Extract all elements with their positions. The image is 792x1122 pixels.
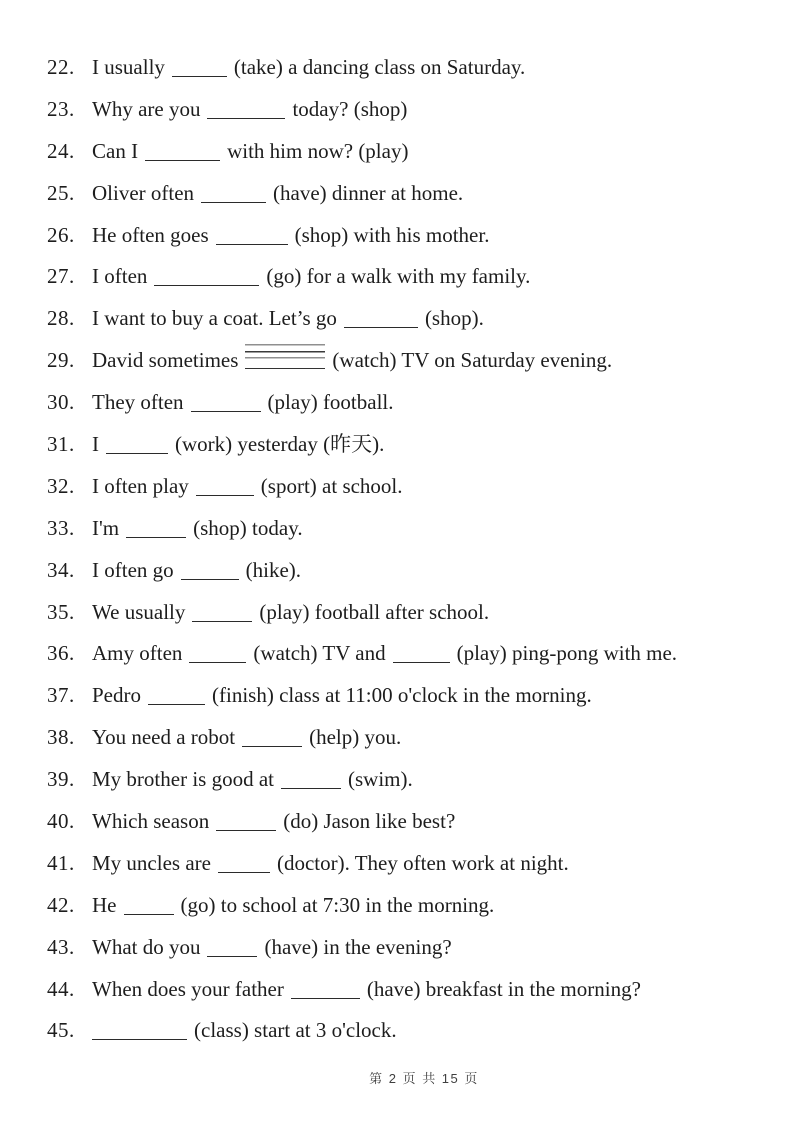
item-text: (work) yesterday (昨天). bbox=[175, 432, 385, 457]
item-number: 36. bbox=[47, 641, 75, 666]
question-item bbox=[47, 969, 762, 1011]
item-text: They often bbox=[92, 390, 184, 415]
answer-blank bbox=[148, 692, 205, 705]
item-text: (doctor). They often work at night. bbox=[276, 850, 569, 875]
question-item bbox=[47, 173, 762, 215]
item-number: 43. bbox=[47, 934, 75, 959]
answer-blank bbox=[191, 399, 261, 412]
item-text: David sometimes bbox=[92, 348, 239, 373]
question-item bbox=[47, 801, 762, 843]
item-number: 22. bbox=[47, 55, 75, 79]
item-text: (swim). bbox=[347, 767, 413, 792]
item-text: (shop). bbox=[424, 306, 484, 331]
item-text: Can I bbox=[92, 138, 139, 163]
item-text: My brother is good at bbox=[92, 767, 274, 792]
answer-blank bbox=[196, 483, 254, 496]
item-text: Amy often bbox=[92, 641, 183, 666]
question-item bbox=[47, 843, 762, 885]
item-number: 42. bbox=[47, 892, 75, 917]
item-number: 38. bbox=[47, 725, 75, 750]
item-number: 27. bbox=[47, 264, 75, 289]
item-text: He bbox=[92, 892, 117, 917]
question-item bbox=[47, 215, 762, 257]
item-text: (play) ping-pong with me. bbox=[456, 641, 678, 666]
answer-blank bbox=[291, 986, 360, 999]
item-number: 44. bbox=[47, 976, 75, 1001]
question-item bbox=[47, 885, 762, 927]
item-text: Why are you bbox=[92, 96, 201, 121]
question-item bbox=[47, 633, 762, 675]
question-item bbox=[47, 927, 762, 969]
item-text: (have) in the evening? bbox=[264, 934, 452, 959]
question-item bbox=[47, 256, 762, 298]
question-item bbox=[47, 675, 762, 717]
item-text: I often play bbox=[92, 473, 189, 498]
item-text: I usually bbox=[92, 55, 165, 79]
item-text: (have) dinner at home. bbox=[273, 180, 464, 205]
question-item bbox=[47, 131, 762, 173]
answer-blank bbox=[92, 1027, 187, 1040]
item-text: (finish) class at 11:00 o'clock in the morning. bbox=[212, 683, 592, 708]
item-text: today? (shop) bbox=[292, 96, 408, 121]
item-text: (watch) TV and bbox=[253, 641, 386, 666]
item-number: 45. bbox=[47, 1018, 75, 1043]
question-item bbox=[47, 717, 762, 759]
item-text: I want to buy a coat. Let’s go bbox=[92, 306, 337, 331]
item-text: What do you bbox=[92, 934, 201, 959]
page-number-text: 第 2 页 共 15 页 bbox=[369, 1071, 479, 1086]
item-number: 35. bbox=[47, 599, 75, 624]
item-text: (go) for a walk with my family. bbox=[266, 264, 531, 289]
item-text: (do) Jason like best? bbox=[283, 809, 456, 834]
answer-blank bbox=[207, 944, 257, 957]
question-item bbox=[47, 1010, 762, 1052]
item-number: 26. bbox=[47, 222, 75, 247]
item-text: (have) breakfast in the morning? bbox=[366, 976, 641, 1001]
item-number: 23. bbox=[47, 96, 75, 121]
answer-blank bbox=[126, 525, 186, 538]
item-text: (sport) at school. bbox=[260, 473, 403, 498]
question-item bbox=[47, 759, 762, 801]
answer-blank bbox=[281, 776, 341, 789]
item-number: 32. bbox=[47, 473, 75, 498]
answer-blank bbox=[145, 148, 220, 161]
item-text: (play) football. bbox=[267, 390, 394, 415]
question-item bbox=[47, 47, 762, 89]
item-text: (shop) today. bbox=[193, 515, 303, 540]
answer-blank bbox=[192, 609, 252, 622]
question-item bbox=[47, 550, 762, 592]
answer-blank bbox=[181, 567, 239, 580]
answer-blank bbox=[172, 64, 227, 77]
item-text: We usually bbox=[92, 599, 186, 624]
item-number: 24. bbox=[47, 138, 75, 163]
answer-blank bbox=[218, 860, 270, 873]
answer-blank bbox=[207, 106, 285, 119]
item-number: 39. bbox=[47, 767, 75, 792]
answer-blank bbox=[189, 650, 246, 663]
item-text: I often go bbox=[92, 557, 174, 582]
page-footer bbox=[28, 1068, 792, 1087]
item-text: He often goes bbox=[92, 222, 209, 247]
item-text: (shop) with his mother. bbox=[294, 222, 490, 247]
item-text: (go) to school at 7:30 in the morning. bbox=[180, 892, 495, 917]
item-text: (take) a dancing class on Saturday. bbox=[233, 55, 526, 79]
item-number: 29. bbox=[47, 348, 75, 373]
item-text: You need a robot bbox=[92, 725, 236, 750]
item-text: I often bbox=[92, 264, 148, 289]
answer-blank bbox=[344, 315, 418, 328]
item-text: (class) start at 3 o'clock. bbox=[194, 1018, 397, 1043]
answer-blank bbox=[216, 818, 276, 831]
item-number: 25. bbox=[47, 180, 75, 205]
answer-blank bbox=[393, 650, 450, 663]
item-text: Pedro bbox=[92, 683, 141, 708]
question-item bbox=[47, 382, 762, 424]
question-item bbox=[47, 466, 762, 508]
item-text: (watch) TV on Saturday evening. bbox=[332, 348, 613, 373]
question-item bbox=[47, 592, 762, 634]
question-item bbox=[47, 508, 762, 550]
answer-blank bbox=[242, 734, 302, 747]
question-item bbox=[47, 424, 762, 466]
item-number: 41. bbox=[47, 850, 75, 875]
item-number: 30. bbox=[47, 390, 75, 415]
item-text: (help) you. bbox=[309, 725, 402, 750]
item-number: 31. bbox=[47, 432, 75, 457]
item-number: 37. bbox=[47, 683, 75, 708]
item-text: (play) football after school. bbox=[259, 599, 490, 624]
answer-blank-multiline bbox=[245, 344, 325, 369]
item-number: 34. bbox=[47, 557, 75, 582]
item-text: When does your father bbox=[92, 976, 284, 1001]
question-item bbox=[47, 89, 762, 131]
answer-blank bbox=[106, 441, 168, 454]
item-number: 40. bbox=[47, 809, 75, 834]
question-item bbox=[47, 298, 762, 340]
item-number: 33. bbox=[47, 515, 75, 540]
item-text: (hike). bbox=[245, 557, 302, 582]
answer-blank bbox=[216, 232, 288, 245]
question-item bbox=[47, 340, 762, 382]
answer-blank bbox=[154, 273, 259, 286]
item-text: Oliver often bbox=[92, 180, 195, 205]
answer-blank bbox=[124, 902, 174, 915]
item-text: Which season bbox=[92, 809, 210, 834]
item-text: with him now? (play) bbox=[227, 138, 409, 163]
answer-blank bbox=[201, 190, 266, 203]
item-text: My uncles are bbox=[92, 850, 211, 875]
item-text: I bbox=[92, 432, 99, 457]
item-number: 28. bbox=[47, 306, 75, 331]
item-text: I'm bbox=[92, 515, 120, 540]
